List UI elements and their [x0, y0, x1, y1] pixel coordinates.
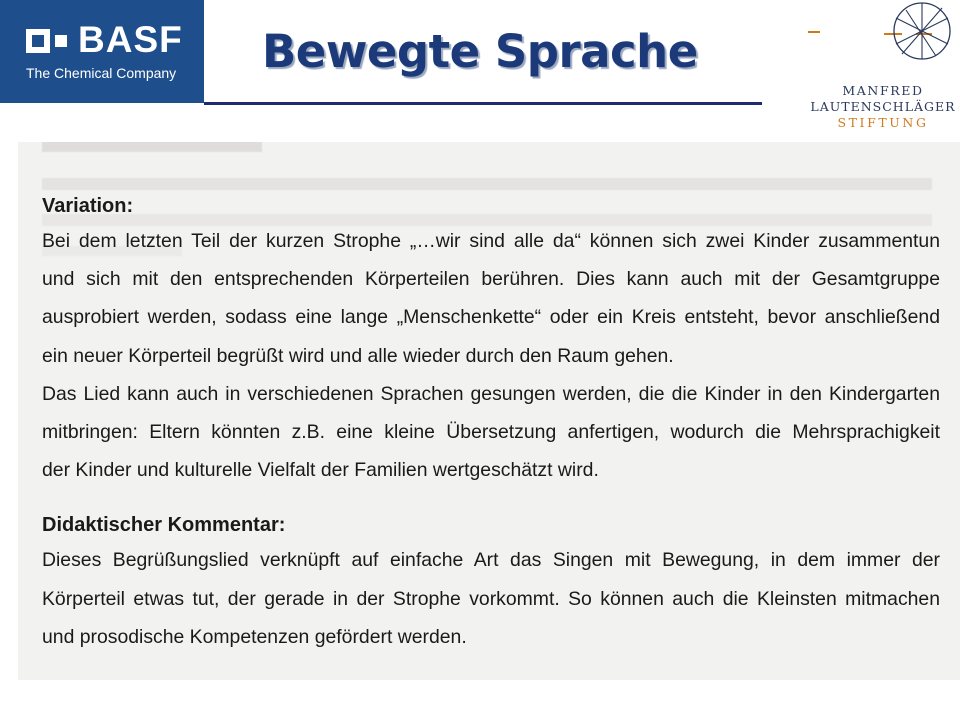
document-body [42, 190, 940, 656]
comment-heading: Didaktischer Kommentar: [42, 514, 286, 537]
bleed-through-line [42, 142, 262, 152]
basf-wordmark: BASF [78, 19, 183, 60]
slide-title: Bewegte Sprache [262, 25, 698, 78]
section-gap [42, 489, 940, 509]
foundation-name-line1: MANFRED [842, 83, 924, 98]
basf-tagline: The Chemical Company [26, 65, 177, 81]
foundation-logo [806, 0, 960, 135]
variation-heading: Variation: [42, 195, 134, 217]
basf-squares-icon [26, 29, 76, 53]
variation-line: der Kinder und kulturelle Vielfalt der Familien wertgeschätzt wird. [42, 459, 599, 482]
variation-line: ein neuer Körperteil begrüßt wird und alle wieder durch den Raum gehen. [42, 344, 674, 367]
variation-line: mitbringen: Eltern könnten z.B. eine kleine Übersetzung anfertigen, wodurch die Mehrsprachigkeit [42, 421, 940, 444]
foundation-name-line3: STIFTUNG [837, 115, 929, 130]
bleed-through-line [42, 178, 932, 190]
scanned-document [18, 142, 960, 680]
variation-line: ausprobiert werden, sodass eine lange „Menschenkette“ oder ein Kreis entsteht, bevor anschließend [42, 306, 940, 329]
title-divider [204, 102, 762, 105]
comment-line: Dieses Begrüßungslied verknüpft auf einfache Art das Singen mit Bewegung, in dem immer der [42, 549, 940, 572]
variation-line: Das Lied kann auch in verschiedenen Sprachen gesungen werden, die die Kinder in den Kindergarten [42, 382, 940, 405]
basf-logo [0, 0, 204, 103]
comment-line: und prosodische Kompetenzen gefördert werden. [42, 625, 467, 648]
comment-line: Körperteil etwas tut, der gerade in der Strophe vorkommt. So können auch die Kleinsten mitmachen [42, 587, 940, 610]
foundation-emblem-icon [806, 0, 960, 80]
variation-line: Bei dem letzten Teil der kurzen Strophe „…wir sind alle da“ können sich zwei Kinder zusammentun [42, 230, 940, 252]
variation-line: und sich mit den entsprechenden Körperteilen berühren. Dies kann auch mit der Gesamtgruppe [42, 268, 940, 291]
foundation-name-line2: LAUTENSCHLÄGER [810, 99, 956, 114]
